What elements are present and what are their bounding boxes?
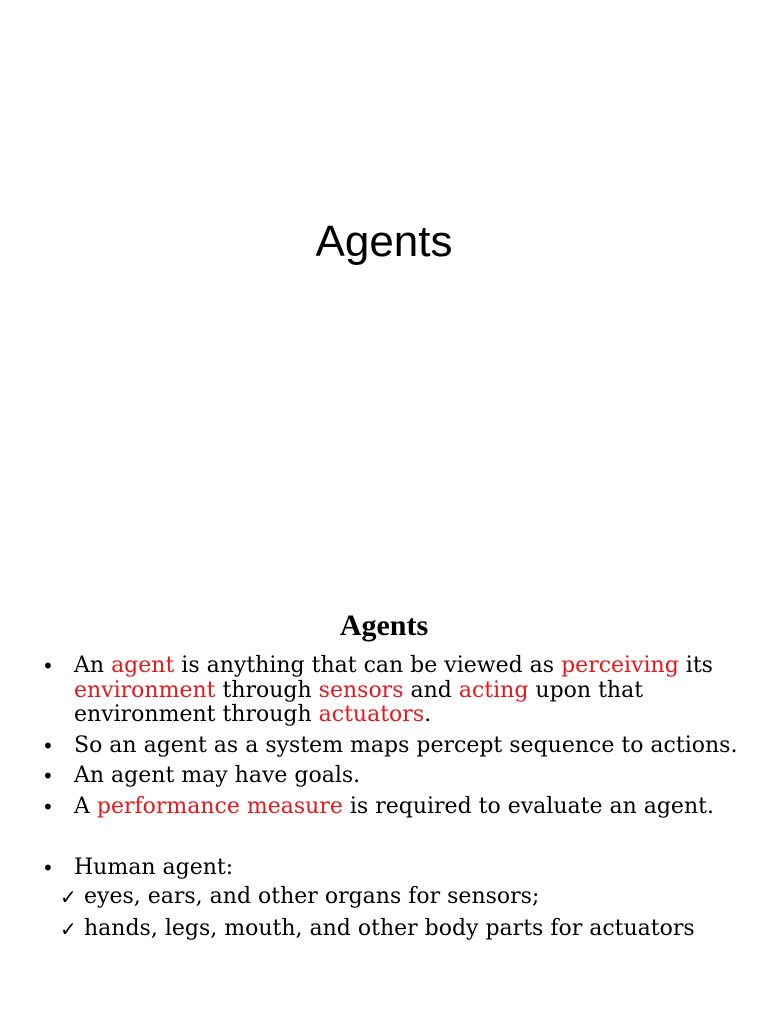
text-segment: upon that environment through xyxy=(74,677,644,728)
text-segment: . xyxy=(424,702,432,728)
bullet-item-goals xyxy=(42,764,742,789)
keyword-perceiving: perceiving xyxy=(561,653,679,678)
bullet-item-percept-sequence xyxy=(42,734,742,759)
bullet-item-performance xyxy=(42,795,742,820)
checkmark-icon: ✓ xyxy=(60,916,77,941)
text-segment: is anything that can be viewed as xyxy=(174,653,562,678)
bullet-icon: • xyxy=(42,654,54,678)
bullet-text xyxy=(74,794,714,819)
slide-title: Agents xyxy=(315,217,453,266)
text-segment: An xyxy=(74,653,112,678)
bullet-list xyxy=(42,654,742,948)
bullet-item-human-agent xyxy=(42,856,742,942)
keyword-sensors: sensors xyxy=(318,677,404,703)
text-segment: through xyxy=(215,677,319,703)
content-slide xyxy=(0,576,768,1024)
text-segment: A xyxy=(74,793,97,819)
bullet-icon: • xyxy=(42,764,54,789)
text-segment: and xyxy=(403,677,459,703)
bullet-text: Human agent: xyxy=(74,854,234,880)
text-segment: its xyxy=(678,653,713,678)
keyword-acting: acting xyxy=(458,677,529,703)
sub-item-sensors xyxy=(50,885,742,910)
sub-list xyxy=(60,884,742,941)
sub-item-text: eyes, ears, and other organs for sensors; xyxy=(84,884,540,910)
bullet-icon: • xyxy=(42,794,54,819)
bullet-text xyxy=(74,653,713,727)
keyword-agent: agent xyxy=(111,653,175,678)
keyword-environment: environment xyxy=(74,677,216,703)
bullet-text: An agent may have goals. xyxy=(74,763,361,789)
bullet-icon: • xyxy=(42,855,54,880)
bullet-text: So an agent as a system maps percept sequence to actions. xyxy=(74,732,738,758)
bullet-icon: • xyxy=(42,733,54,758)
keyword-performance-measure: performance measure xyxy=(96,793,343,819)
checkmark-icon: ✓ xyxy=(60,885,77,910)
slide-heading: Agents xyxy=(339,609,429,642)
text-segment: is required to evaluate an agent. xyxy=(342,793,714,819)
bullet-item-definition xyxy=(42,654,742,728)
sub-item-text: hands, legs, mouth, and other body parts for actuators xyxy=(84,915,695,941)
sub-item-actuators xyxy=(50,917,742,942)
keyword-actuators: actuators xyxy=(318,702,425,728)
